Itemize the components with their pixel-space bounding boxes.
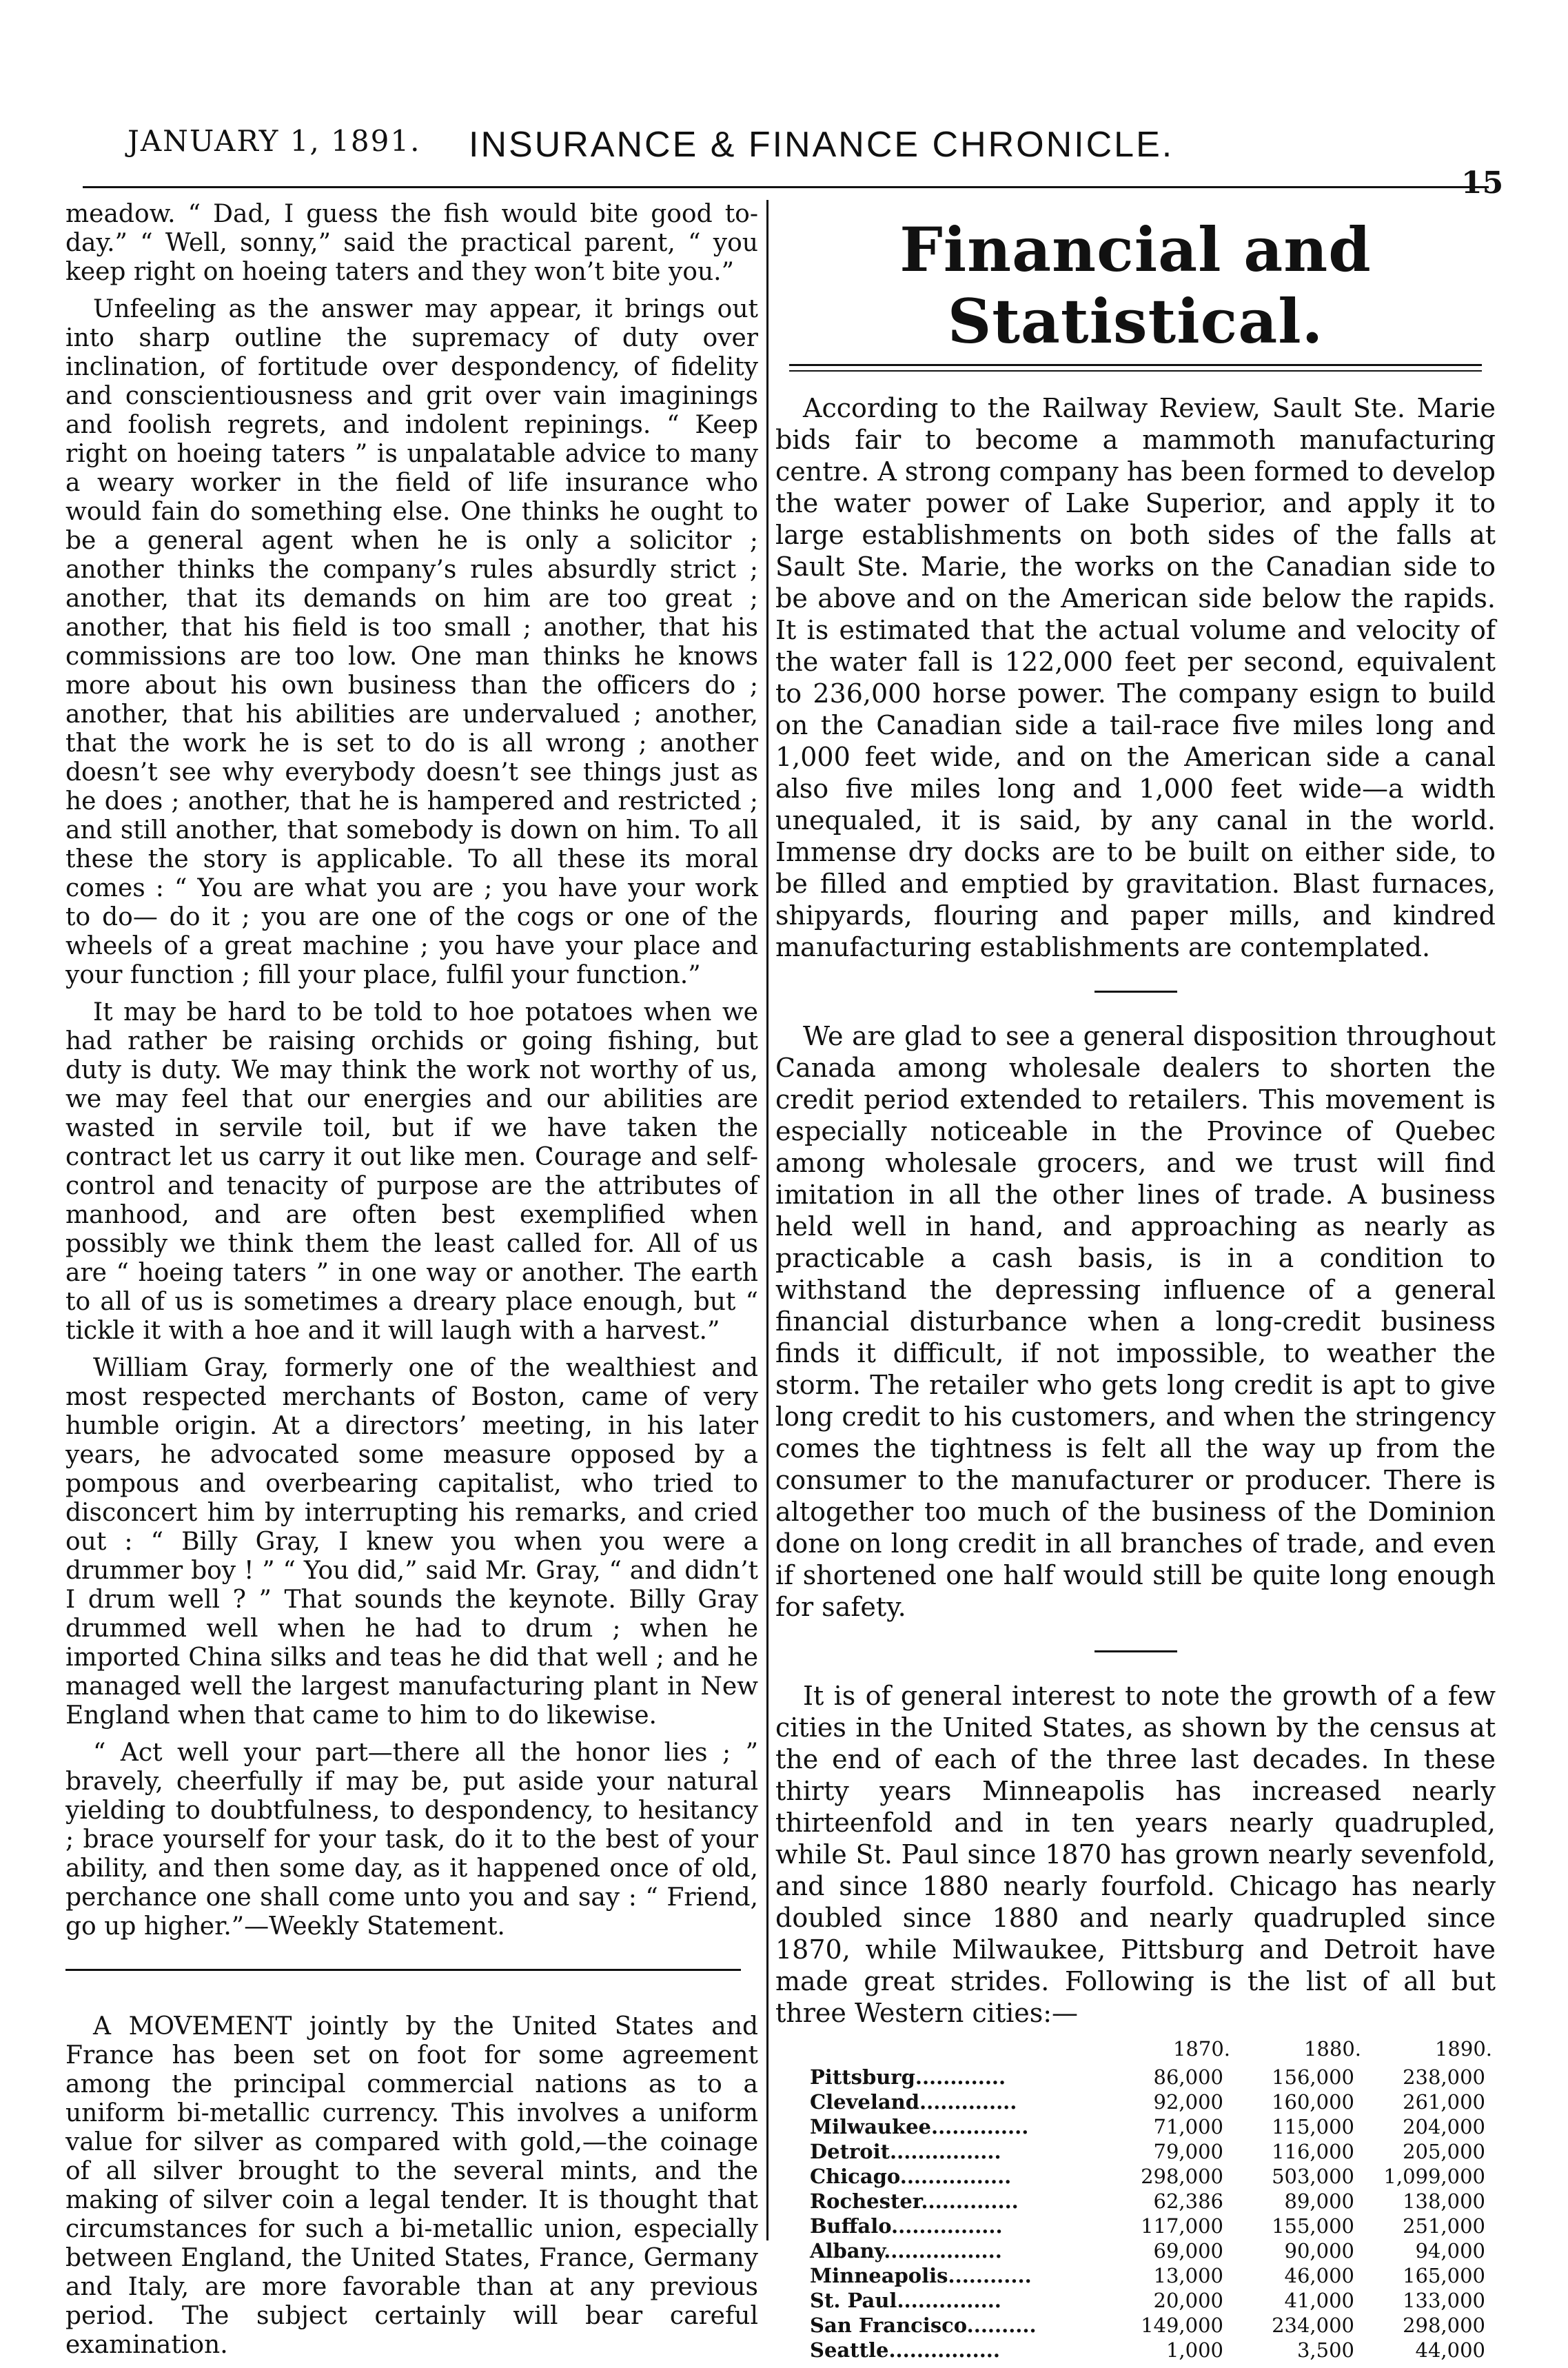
census-table xyxy=(810,2037,1492,2362)
city-name-cell: Buffalo................ xyxy=(810,2214,1003,2238)
population-cell: 238,000 xyxy=(1403,2065,1485,2089)
right-column xyxy=(775,200,1496,2362)
article-paragraph: We are glad to see a general disposition throughout Canada among wholesale dealers to shorten the credit period extended to retailers. This movement is especially noticeable in the Province of Quebec among wholesale grocers, and we trust will find imitation in all the other lines of trade. A business held well in hand, and approaching as nearly as practicable a cash basis, is in a condition to withstand the depressing influence of a general financial disturbance when a long-credit business finds it difficult, if not impossible, to weather the storm. The retailer who gets long credit is apt to give long credit to his customers, and when the stringency comes the tightness is felt all the way up from the consumer to the manufacturer or producer. There is altogether too much of the business of the Dominion done on long credit in all branches of trade, and even if shortened one half would still be quite long enough for safety. xyxy=(775,1021,1496,1622)
population-cell: 69,000 xyxy=(1153,2239,1223,2263)
population-cell: 41,000 xyxy=(1284,2289,1354,2312)
population-cell: 79,000 xyxy=(1153,2140,1223,2163)
header-title: INSURANCE & FINANCE CHRONICLE. xyxy=(469,125,1174,165)
city-name-cell: Rochester.............. xyxy=(810,2189,1019,2213)
population-cell: 160,000 xyxy=(1272,2090,1354,2114)
table-row xyxy=(810,2238,1492,2263)
article-paragraph: According to the Railway Review, Sault Ste. Marie bids fair to become a mammoth manufacturing centre. A strong company has been formed to develop the water power of Lake Superior, and apply it to large establishments on both sides of the falls at Sault Ste. Marie, the works on the Canadian side to be above and on the American side below the rapids. It is estimated that the actual volume and velocity of the water fall is 122,000 feet per second, equivalent to 236,000 horse power. The company esign to build on the Canadian side a tail-race five miles long and 1,000 feet wide, and on the American side a canal also five miles long and 1,000 feet wide—a width unequaled, it is said, by any canal in the world. Immense dry docks are to be built on either side, to be filled and emptied by gravitation. Blast furnaces, shipyards, flouring and paper mills, and kindred manufacturing establishments are contemplated. xyxy=(775,393,1496,962)
population-cell: 89,000 xyxy=(1284,2189,1354,2213)
article-paragraph: “ Act well your part—there all the honor lies ; ” bravely, cheerfully if may be, put aside your natural yielding to doubtfulness, to despondency, to hesitancy ; brace yourself for your task, do it to the best of your ability, and then some day, as it happened once of old, perchance one shall come unto you and say : “ Friend, go up higher.”—Weekly Statement. xyxy=(65,1739,758,1941)
short-rule xyxy=(1094,991,1177,993)
population-cell: 90,000 xyxy=(1284,2239,1354,2263)
population-cell: 1,099,000 xyxy=(1383,2165,1485,2188)
article-paragraph: meadow. “ Dad, I guess the fish would bite good to-day.” “ Well, sonny,” said the practical parent, “ you keep right on hoeing taters and they won’t bite you.” xyxy=(65,200,758,286)
city-name-cell: Milwaukee.............. xyxy=(810,2115,1029,2138)
table-header-cell: 1890. xyxy=(1434,2037,1492,2061)
population-cell: 204,000 xyxy=(1403,2115,1485,2138)
population-cell: 86,000 xyxy=(1153,2065,1223,2089)
city-name-cell: Pittsburg............. xyxy=(810,2065,1006,2089)
population-cell: 46,000 xyxy=(1284,2264,1354,2287)
city-name-cell: Cleveland.............. xyxy=(810,2090,1017,2114)
article-paragraph: Unfeeling as the answer may appear, it brings out into sharp outline the supremacy of duty over inclination, of fortitude over despondency, of fidelity and conscientiousness and grit over vain imaginings and foolish regrets, and indolent repinings. “ Keep right on hoeing taters ” is unpalatable advice to many a weary worker in the field of life insurance who would fain do something else. One thinks he ought to be a general agent when he is only a solicitor ; another thinks the company’s rules absurdly strict ; another, that its demands on him are too great ; another, that his field is too small ; another, that his commissions are too low. One man thinks he knows more about his own business than the officers do ; another, that his abilities are undervalued ; another, that the work he is set to do is all wrong ; another doesn’t see why everybody doesn’t see things just as he does ; another, that he is hampered and restricted ; and still another, that somebody is down on him. To all these the story is applicable. To all these its moral comes : “ You are what you are ; you have your work to do— do it ; you are one of the cogs or one of the wheels of a great machine ; you have your place and your function ; fill your place, fulfil your function.” xyxy=(65,295,758,989)
section-title: Financial and Statistical. xyxy=(899,214,1372,357)
population-cell: 13,000 xyxy=(1153,2264,1223,2287)
table-header-cell: 1880. xyxy=(1303,2037,1361,2061)
population-cell: 115,000 xyxy=(1272,2115,1354,2138)
population-cell: 117,000 xyxy=(1141,2214,1223,2238)
population-cell: 155,000 xyxy=(1272,2214,1354,2238)
population-cell: 44,000 xyxy=(1415,2338,1485,2362)
population-cell: 251,000 xyxy=(1403,2214,1485,2238)
population-cell: 62,386 xyxy=(1153,2189,1223,2213)
left-column xyxy=(65,200,758,2368)
table-row xyxy=(810,2139,1492,2164)
city-name-cell: San Francisco.......... xyxy=(810,2314,1037,2337)
city-name-cell: Minneapolis............ xyxy=(810,2264,1032,2287)
population-cell: 3,500 xyxy=(1296,2338,1354,2362)
table-row xyxy=(810,2065,1492,2089)
city-name-cell: Albany................. xyxy=(810,2239,1002,2263)
population-cell: 156,000 xyxy=(1272,2065,1354,2089)
population-cell: 133,000 xyxy=(1403,2289,1485,2312)
city-name-cell: Seattle................ xyxy=(810,2338,1000,2362)
table-row xyxy=(810,2114,1492,2139)
population-cell: 261,000 xyxy=(1403,2090,1485,2114)
population-cell: 234,000 xyxy=(1272,2314,1354,2337)
table-row xyxy=(810,2164,1492,2189)
table-header-cell xyxy=(810,2037,1099,2065)
city-name-cell: St. Paul............... xyxy=(810,2289,1001,2312)
header-date: JANUARY 1, 1891. xyxy=(128,124,421,158)
population-cell: 1,000 xyxy=(1165,2338,1223,2362)
section-rule xyxy=(789,364,1482,372)
table-header-row xyxy=(810,2037,1492,2065)
table-row xyxy=(810,2263,1492,2288)
city-name-cell: Detroit................ xyxy=(810,2140,1001,2163)
article-paragraph: It may be hard to be told to hoe potatoes when we had rather be raising orchids or going fishing, but duty is duty. We may think the work not worthy of us, we may feel that our energies and our abilities are wasted in servile toil, but if we have taken the contract let us carry it out like men. Courage and self-control and tenacity of purpose are the attributes of manhood, and are often best exemplified when possibly we think them the least called for. All of us are “ hoeing taters ” in one way or another. The earth to all of us is sometimes a dreary place enough, but “ tickle it with a hoe and it will laugh with a harvest.” xyxy=(65,998,758,1345)
population-cell: 20,000 xyxy=(1153,2289,1223,2312)
population-cell: 205,000 xyxy=(1403,2140,1485,2163)
population-cell: 149,000 xyxy=(1141,2314,1223,2337)
table-row xyxy=(810,2338,1492,2362)
population-cell: 71,000 xyxy=(1153,2115,1223,2138)
population-cell: 503,000 xyxy=(1272,2165,1354,2188)
table-header-cell: 1870. xyxy=(1172,2037,1230,2061)
population-cell: 298,000 xyxy=(1141,2165,1223,2188)
column-divider xyxy=(766,200,768,2240)
article-paragraph: A MOVEMENT jointly by the United States and France has been set on foot for some agreement among the principal commercial nations as to a uniform bi-metallic currency. This involves a uniform value for silver as compared with gold,—the coinage of all silver brought to the several mints, and the making of silver coin a legal tender. It is thought that circumstances for such a bi-metallic union, especially between England, the United States, France, Germany and Italy, are more favorable than at any previous period. The subject certainly will bear careful examination. xyxy=(65,2012,758,2359)
column-rule xyxy=(65,1969,741,1971)
article-paragraph: William Gray, formerly one of the wealthiest and most respected merchants of Boston, came of very humble origin. At a directors’ meeting, in his later years, he advocated some measure opposed by a pompous and overbearing capitalist, who tried to disconcert him by interrupting his remarks, and cried out : “ Billy Gray, I knew you when you were a drummer boy ! ” “ You did,” said Mr. Gray, “ and didn’t I drum well ? ” That sounds the keynote. Billy Gray drummed well when he had to drum ; when he imported China silks and teas he did that well ; and he managed well the largest manufacturing plant in New England when that came to him to do likewise. xyxy=(65,1354,758,1730)
population-cell: 298,000 xyxy=(1403,2314,1485,2337)
table-body xyxy=(810,2065,1492,2362)
population-cell: 165,000 xyxy=(1403,2264,1485,2287)
short-rule xyxy=(1094,1650,1177,1652)
table-row xyxy=(810,2089,1492,2114)
article-paragraph: It is of general interest to note the growth of a few cities in the United States, as shown by the census at the end of each of the three last decades. In these thirty years Minneapolis has increased nearly thirteenfold and in ten years nearly quadrupled, while St. Paul since 1870 has grown nearly sevenfold, and since 1880 nearly fourfold. Chicago has nearly doubled since 1880 and nearly quadrupled since 1870, while Milwaukee, Pittsburg and Detroit have made great strides. Following is the list of all but three Western cities:— xyxy=(775,1681,1496,2028)
population-cell: 116,000 xyxy=(1272,2140,1354,2163)
page-number: 15 xyxy=(1461,165,1504,201)
population-cell: 138,000 xyxy=(1403,2189,1485,2213)
population-cell: 94,000 xyxy=(1415,2239,1485,2263)
header-rule xyxy=(83,186,1489,188)
population-cell: 92,000 xyxy=(1153,2090,1223,2114)
table-row xyxy=(810,2214,1492,2238)
table-row xyxy=(810,2288,1492,2313)
table-row xyxy=(810,2189,1492,2214)
city-name-cell: Chicago................ xyxy=(810,2165,1012,2188)
